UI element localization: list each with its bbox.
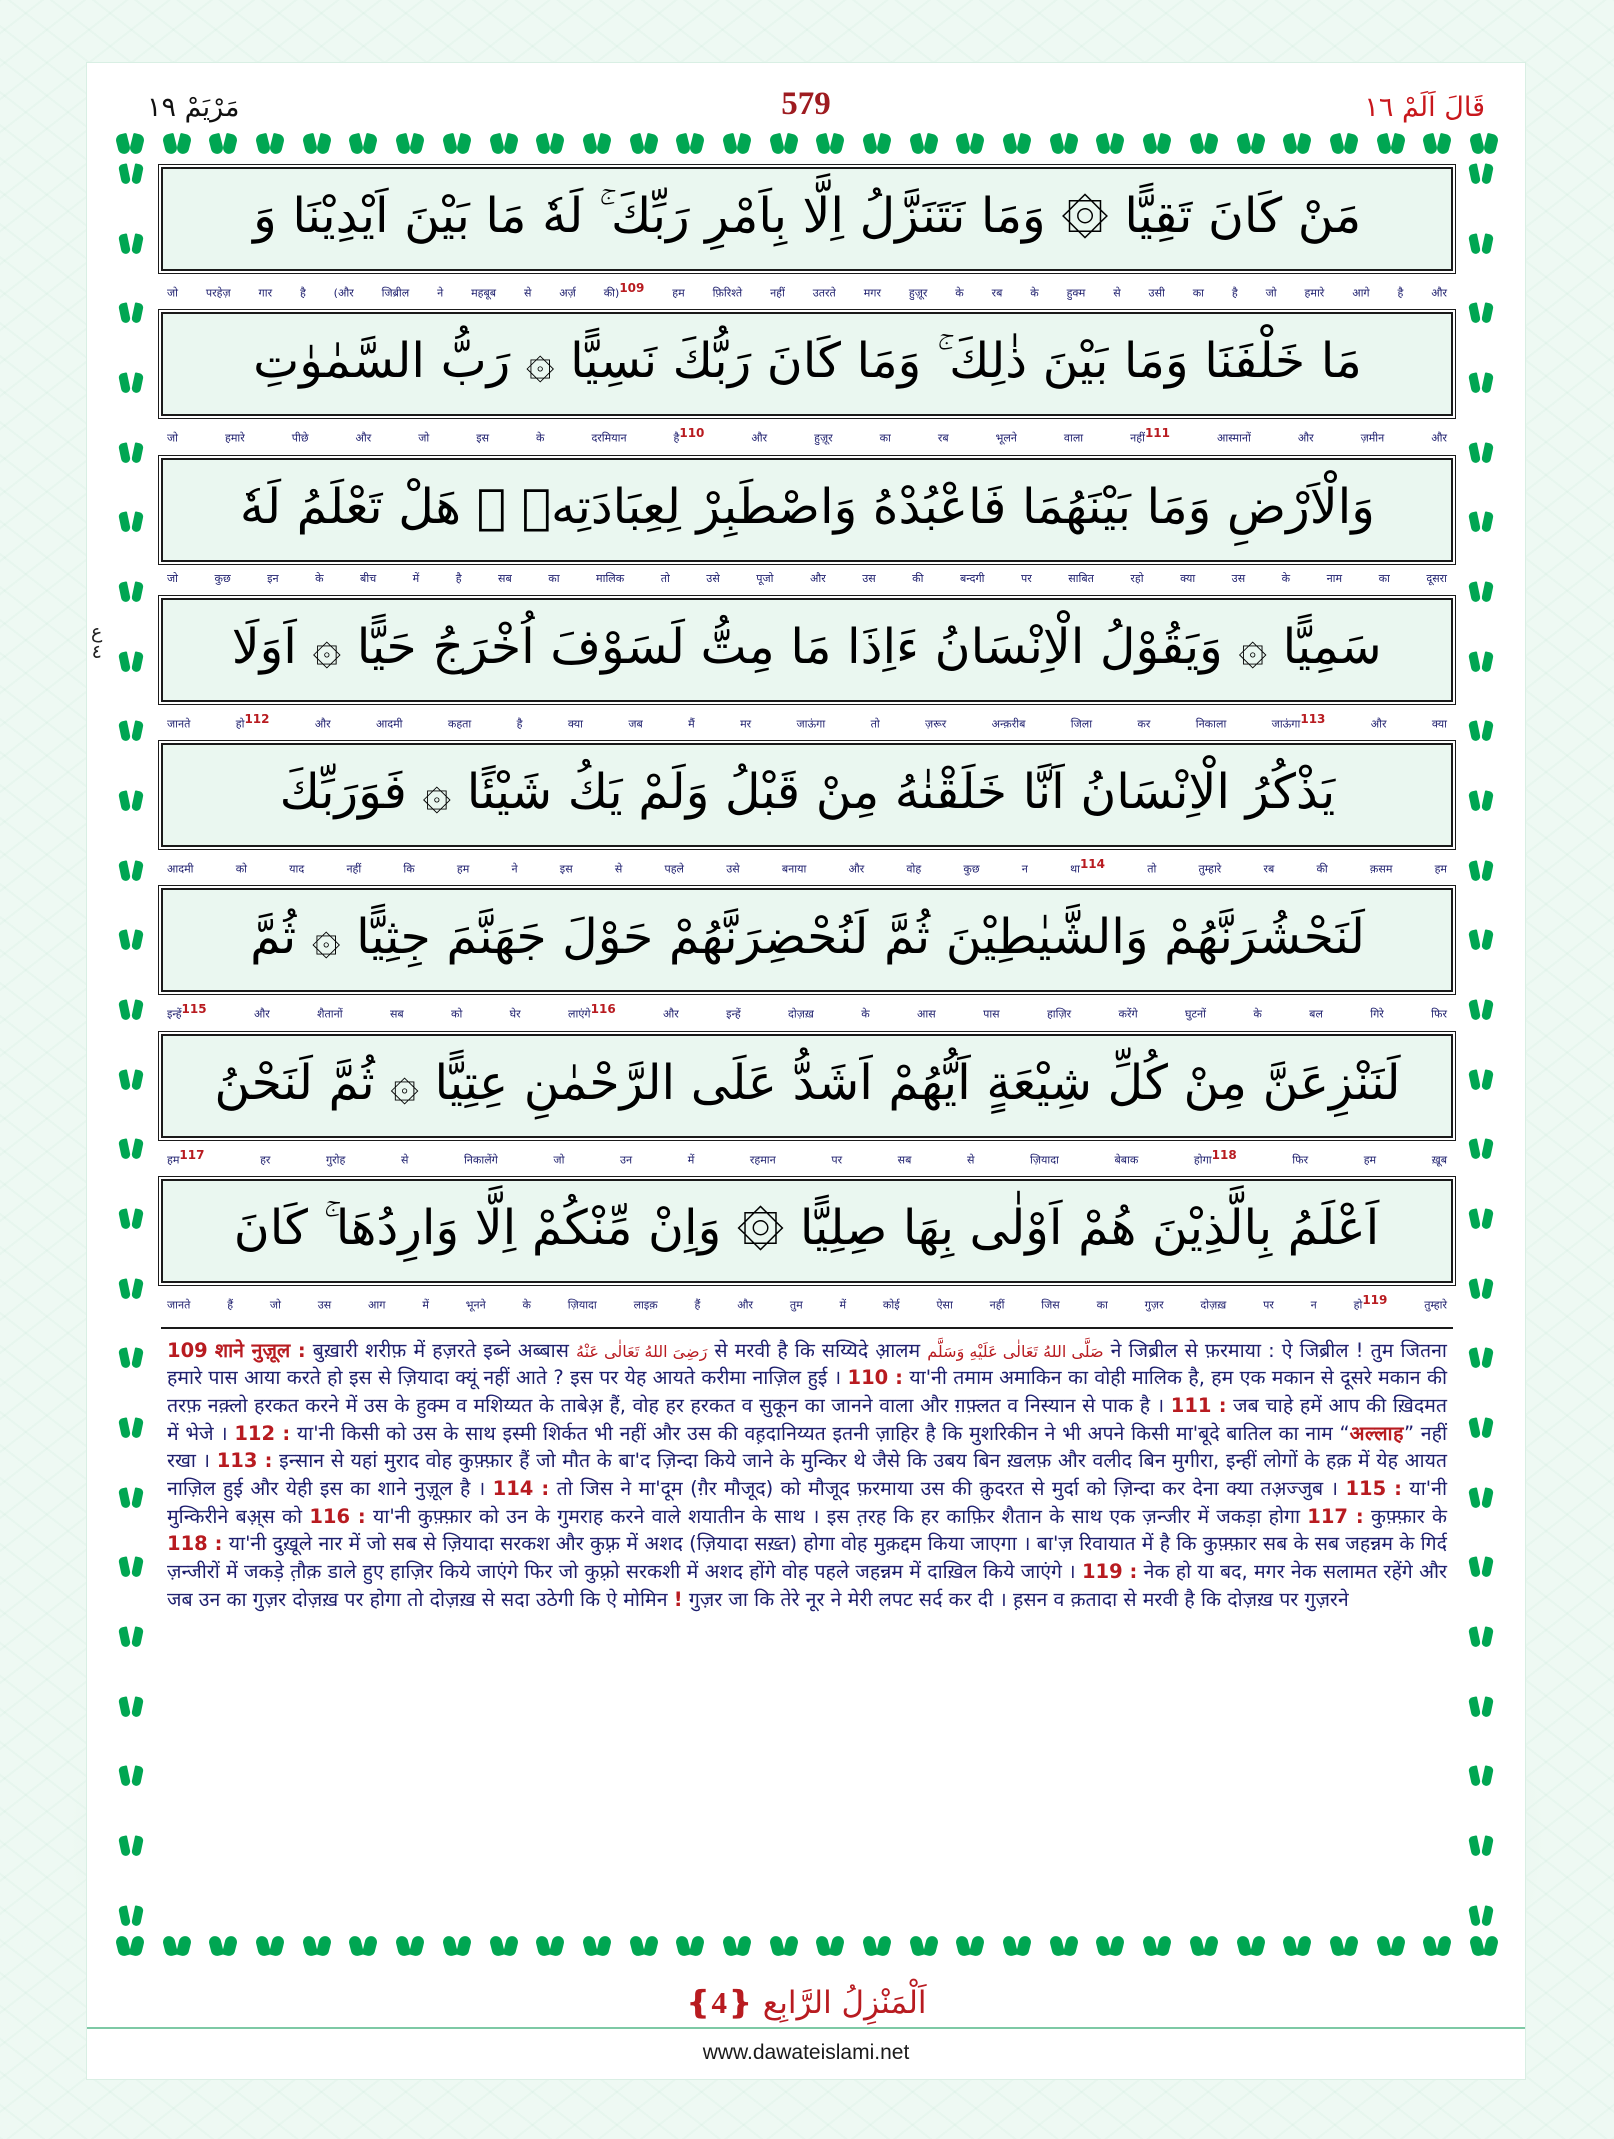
ornament-motif-icon <box>120 1485 142 1511</box>
ornament-motif-icon <box>348 1933 378 1959</box>
ayah-box <box>161 1034 1453 1138</box>
ornament-motif-icon <box>815 131 845 157</box>
ornament-motif-icon <box>120 1694 142 1720</box>
ornament-motif-icon <box>255 1933 285 1959</box>
ornament-motif-icon <box>120 1136 142 1162</box>
ayah-box <box>161 167 1453 271</box>
ornament-motif-icon <box>769 1933 799 1959</box>
ornament-motif-icon <box>120 858 142 884</box>
ornament-motif-icon <box>675 131 705 157</box>
ayah-arabic-text: مَا خَلْفَنَا وَمَا بَيْنَ ذٰلِكَ ۚ وَمَا كَانَ رَبُّكَ نَسِيًّا ۞ رَبُّ السَّمٰوٰتِ <box>252 333 1362 390</box>
ornament-motif-icon <box>162 131 192 157</box>
ornament-motif-icon <box>769 131 799 157</box>
ornament-motif-icon <box>582 1933 612 1959</box>
ayah-translation-line: जो परहेज़ गार है (और जिब्रील ने महबूब से अर्ज़ की)$^{109}$ हम फ़िरिश्ते नहीं उतरते मगर हुज़ूर के रब के हुक्म से उसी का है जो हमारे आगे है और <box>167 281 1447 300</box>
ornament-motif-icon <box>120 231 142 257</box>
ornament-motif-icon <box>120 1415 142 1441</box>
ayah-translation-line: जो कुछ इन के बीच में है सब का मालिक तो उसे पूजो और उस की बन्दगी पर साबित रहो क्या उस के नाम का दूसरा <box>167 571 1447 585</box>
ayah-box <box>161 888 1453 992</box>
ornament-motif-icon <box>442 1933 472 1959</box>
ayah-arabic-text: وَالْاَرْضِ وَمَا بَيْنَهُمَا فَاعْبُدْهُ وَاصْطَبِرْ لِعِبَادَتِهٖ ۗ هَلْ تَعْلَمُ لَهٗ <box>239 478 1375 535</box>
ornament-motif-icon <box>1422 1933 1452 1959</box>
ornament-motif-icon <box>120 1276 142 1302</box>
page-number: 579 <box>781 86 831 122</box>
ornament-motif-icon <box>120 1345 142 1371</box>
ornament-motif-icon <box>162 1933 192 1959</box>
ayah-arabic-text: اَعْلَمُ بِالَّذِيْنَ هُمْ اَوْلٰى بِهَا صِلِيًّا ۞ وَاِنْ مِّنْكُمْ اِلَّا وَارِدُهَا ۚ كَانَ <box>234 1200 1380 1257</box>
ornament-motif-icon <box>862 131 892 157</box>
ornament-motif-icon <box>1470 1485 1492 1511</box>
ruku-glyph: ع <box>91 621 103 643</box>
ornament-motif-icon <box>1470 579 1492 605</box>
ornament-motif-icon <box>395 131 425 157</box>
ornament-motif-icon <box>1376 1933 1406 1959</box>
ornament-motif-icon <box>1329 131 1359 157</box>
ornament-motif-icon <box>120 718 142 744</box>
page-card <box>86 62 1526 2080</box>
ornament-motif-icon <box>255 131 285 157</box>
ayah-arabic-text: سَمِيًّا ۞ وَيَقُوْلُ الْاِنْسَانُ ءَاِذَا مَا مِتُّ لَسَوْفَ اُخْرَجُ حَيًّا ۞ اَوَلَا <box>232 618 1382 675</box>
ornament-motif-icon <box>1142 131 1172 157</box>
ornament-motif-icon <box>302 131 332 157</box>
footnotes-block: 109 शाने नुज़ूल : बुख़ारी शरीफ़ में हज़रते इब्ने अब्बास رَضِیَ اللهُ تَعَالٰی عَنْهُ से मरवी है कि सय्यिदे आ़लम صَلَّی اللهُ تَعَالٰی عَلَیْهِ وَسَلَّم ने जिब्रील से फ़रमाया : ऐ जिब्रील ! तुम जितना हमारे पास आया करते हो इस से ज़ियादा क्यूं नहीं आते ? इस पर येह आयते करीमा नाज़िल हुई । 110 : या'नी तमाम अमाकिन का वोही मालिक है, हम एक मकान से दूसरे मकान की तरफ़ नक़्लो हरकत करने में उस के हुक्म व मशिय्यत के ताबेअ़ हैं, वोह हर हरकत व सुकून का जानने वाला और ग़फ़्लत व निस्यान से पाक है । 111 : जब चाहे हमें आप की ख़िदमत में भेजे । 112 : या'नी किसी को उस के साथ इस्मी शिर्कत भी नहीं और उस की वह़दानिय्यत इतनी ज़ाहिर है कि मुशरिकीन ने भी अपने किसी मा'बूदे बातिल का नाम “अल्लाह” नहीं रखा । 113 : इन्सान से यहां मुराद वोह कुफ़्फ़ार हैं जो मौत के बा'द ज़िन्दा किये जाने के मुन्किर थे जैसे कि उबय बिन ख़लफ़ और वलीद बिन मुगीरा, इन्हीं लोगों के हक़ में येह आयत नाज़िल हुई और येही इस का शाने नुज़ूल है । 114 : तो जिस ने मा'दूम (ग़ैर मौजूद) को मौजूद फ़रमाया उस की क़ुदरत से मुर्दा को ज़िन्दा कर देना क्या तअ़ज्जुब । 115 : या'नी मुन्किरीने बअ़्स को 116 : या'नी कुफ़्फ़ार को उन के गुमराह करने वाले शयातीन के साथ । इस त़रह कि हर काफ़िर शैतान के साथ एक ज़न्जीर में जकड़ा होगा 117 : कुफ़्फ़ार के 118 : या'नी दुख़ूले नार में जो सब से ज़ियादा सरकश और कुफ़्र में अशद (ज़ियादा सख़्त) होगा वोह मुक़द्दम किया जाएगा । बा'ज़ रिवायात में है कि कुफ़्फ़ार सब के सब जहन्नम के गिर्द ज़न्जीरों में जकड़े त़ौक़ डाले हुए हाज़िर किये जाएंगे फिर जो कुफ़्रो सरकशी में अशद होंगे वोह पहले जहन्नम में दाख़िल किये जाएंगे । 119 : नेक हो या बद, मगर नेक सलामत रहेंगे और जब उन का गुज़र दोज़ख़ पर होगा तो दोज़ख़ से सदा उठेगी कि ऐ मोमिन ! गुज़र जा कि तेरे नूर ने मेरी लपट सर्द कर दी । ह़सन व क़तादा से मरवी है कि दोज़ख़ पर गुज़रने <box>161 1327 1453 1614</box>
ayah-translation-line: जो हमारे पीछे और जो इस के दरमियान है$^{110}$ और हुज़ूर का रब भूलने वाला नहीं$^{111}$ आस्मानों और ज़मीन और <box>167 426 1447 446</box>
manzil-text: اَلْمَنْزِلُ الرَّابِع <box>762 1985 927 2021</box>
ornament-motif-icon <box>1049 1933 1079 1959</box>
ornament-motif-icon <box>1470 1624 1492 1650</box>
ayah-translation-line: जानते हैं जो उस आग में भूनने के ज़ियादा लाइक़ हैं और तुम में कोई ऐसा नहीं जिस का गुज़र दोज़ख़ पर न हो$^{119}$ तुम्हारे <box>167 1293 1447 1312</box>
ornament-motif-icon <box>120 300 142 326</box>
verse-list <box>161 167 1453 1325</box>
ornament-motif-icon <box>909 1933 939 1959</box>
ornament-rail-right <box>1465 127 1497 1963</box>
ornament-motif-icon <box>120 370 142 396</box>
ornament-motif-icon <box>1095 1933 1125 1959</box>
manzil-number: ❴4❵ <box>685 1985 753 2020</box>
ruku-marker <box>91 623 102 663</box>
ornament-motif-icon <box>535 1933 565 1959</box>
ornament-motif-icon <box>1470 718 1492 744</box>
ornament-motif-icon <box>1236 131 1266 157</box>
ornament-motif-icon <box>120 649 142 675</box>
ornament-motif-icon <box>302 1933 332 1959</box>
ornament-motif-icon <box>1470 1345 1492 1371</box>
ornament-motif-icon <box>120 997 142 1023</box>
ornament-motif-icon <box>1049 131 1079 157</box>
para-name-label: قَالَ اَلَمْ ١٦ <box>1364 92 1485 123</box>
ornament-motif-icon <box>1470 231 1492 257</box>
ornament-motif-icon <box>629 1933 659 1959</box>
ayah-translation-line: हम$^{117}$ हर गुरोह से निकालेंगे जो उन में रहमान पर सब से ज़ियादा बेबाक होगा$^{118}$ फिर हम ख़ूब <box>167 1147 1447 1167</box>
ornament-motif-icon <box>120 579 142 605</box>
ornament-motif-icon <box>442 131 472 157</box>
ornament-motif-icon <box>120 1763 142 1789</box>
ornament-motif-icon <box>120 1903 142 1929</box>
ornament-motif-icon <box>120 788 142 814</box>
ornament-motif-icon <box>489 131 519 157</box>
ornament-motif-icon <box>489 1933 519 1959</box>
ornament-motif-icon <box>1470 1903 1492 1929</box>
ornament-motif-icon <box>1470 161 1492 187</box>
website-url: www.dawateislami.net <box>702 2041 910 2064</box>
ornament-motif-icon <box>348 131 378 157</box>
ornament-motif-icon <box>1376 131 1406 157</box>
ornament-motif-icon <box>1470 1136 1492 1162</box>
ruku-glyph: ٤ <box>91 640 102 663</box>
ayah-arabic-text: لَنَنْزِعَنَّ مِنْ كُلِّ شِيْعَةٍ اَيُّهُمْ اَشَدُّ عَلَى الرَّحْمٰنِ عِتِيًّا ۞ ثُمَّ لَنَحْنُ <box>213 1054 1401 1111</box>
ornament-motif-icon <box>1236 1933 1266 1959</box>
ayah-translation-line: इन्हें$^{115}$ और शैतानों सब को घेर लाएंगे$^{116}$ और इन्हें दोज़ख़ के आस पास हाज़िर करेंगे घुटनों के बल गिरे फिर <box>167 1002 1447 1022</box>
ornament-motif-icon <box>1142 1933 1172 1959</box>
ornament-motif-icon <box>120 1206 142 1232</box>
ornament-motif-icon <box>582 131 612 157</box>
ornament-motif-icon <box>862 1933 892 1959</box>
ornament-motif-icon <box>1422 131 1452 157</box>
ornament-motif-icon <box>1002 1933 1032 1959</box>
ornament-motif-icon <box>1470 997 1492 1023</box>
ornament-motif-icon <box>1470 927 1492 953</box>
ornament-motif-icon <box>722 131 752 157</box>
ayah-translation-line: आदमी को याद नहीं कि हम ने इस से पहले उसे बनाया और वोह कुछ न था$^{114}$ तो तुम्हारे रब की क़सम हम <box>167 856 1447 876</box>
ayah-box <box>161 458 1453 562</box>
ayah-arabic-text: لَنَحْشُرَنَّهُمْ وَالشَّيٰطِيْنَ ثُمَّ لَنُحْضِرَنَّهُمْ حَوْلَ جَهَنَّمَ جِثِيًّا ۞ ثُمَّ <box>249 909 1365 966</box>
ornament-motif-icon <box>1470 440 1492 466</box>
ornament-band-top <box>115 127 1499 161</box>
ornament-motif-icon <box>208 1933 238 1959</box>
ornament-motif-icon <box>1282 1933 1312 1959</box>
ornament-motif-icon <box>1470 1276 1492 1302</box>
ornament-motif-icon <box>1470 1554 1492 1580</box>
ayah-arabic-text: يَذْكُرُ الْاِنْسَانُ اَنَّا خَلَقْنٰهُ مِنْ قَبْلُ وَلَمْ يَكُ شَيْئًا ۞ فَوَرَبِّكَ <box>279 763 1335 820</box>
ornament-motif-icon <box>955 1933 985 1959</box>
ayah-box <box>161 312 1453 416</box>
ornament-motif-icon <box>815 1933 845 1959</box>
ornament-motif-icon <box>955 131 985 157</box>
ornament-motif-icon <box>208 131 238 157</box>
ornament-motif-icon <box>1470 1833 1492 1859</box>
ornament-motif-icon <box>120 509 142 535</box>
ornament-motif-icon <box>1470 1694 1492 1720</box>
ornament-motif-icon <box>1470 649 1492 675</box>
ornament-rail-left <box>115 127 147 1963</box>
ornament-motif-icon <box>909 131 939 157</box>
ayah-box <box>161 598 1453 702</box>
ornament-motif-icon <box>120 1067 142 1093</box>
footer-divider <box>87 2027 1525 2029</box>
ornament-motif-icon <box>120 1833 142 1859</box>
ornament-motif-icon <box>1470 1415 1492 1441</box>
ayah-translation-line: जानते हो$^{112}$ और आदमी कहता है क्या जब मैं मर जाऊंगा तो ज़रूर अन्क़रीब जिला कर निकाला जाऊंगा$^{113}$ और क्या <box>167 711 1448 731</box>
ornament-motif-icon <box>1470 509 1492 535</box>
ornament-motif-icon <box>120 161 142 187</box>
ayah-box <box>161 1179 1453 1283</box>
ornament-motif-icon <box>120 1554 142 1580</box>
ornament-motif-icon <box>120 440 142 466</box>
manzil-label <box>87 1985 1525 2021</box>
ornament-motif-icon <box>1470 300 1492 326</box>
ornament-motif-icon <box>1002 131 1032 157</box>
ornament-motif-icon <box>629 131 659 157</box>
ornament-motif-icon <box>1329 1933 1359 1959</box>
ornament-motif-icon <box>1189 1933 1219 1959</box>
ornament-motif-icon <box>120 1624 142 1650</box>
ornament-motif-icon <box>120 927 142 953</box>
surah-name-label: مَرْيَمْ ١٩ <box>147 92 240 123</box>
ornament-motif-icon <box>1095 131 1125 157</box>
ornament-motif-icon <box>675 1933 705 1959</box>
ornament-motif-icon <box>1470 1763 1492 1789</box>
ayah-box <box>161 743 1453 847</box>
ornament-motif-icon <box>722 1933 752 1959</box>
ornament-motif-icon <box>1470 858 1492 884</box>
page-header <box>87 63 1525 125</box>
verses-container <box>161 167 1453 1927</box>
ayah-arabic-text: مَنْ كَانَ تَقِيًّا ۞ وَمَا نَتَنَزَّلُ اِلَّا بِاَمْرِ رَبِّكَ ۚ لَهٗ مَا بَيْنَ اَيْدِيْنَا وَ <box>252 188 1362 244</box>
ornament-motif-icon <box>1470 370 1492 396</box>
ornament-motif-icon <box>395 1933 425 1959</box>
ornament-motif-icon <box>1470 1206 1492 1232</box>
ornament-motif-icon <box>1282 131 1312 157</box>
ornament-band-bottom <box>115 1929 1499 1963</box>
ornament-motif-icon <box>1470 1067 1492 1093</box>
ornament-motif-icon <box>1189 131 1219 157</box>
ornament-motif-icon <box>1470 788 1492 814</box>
ornament-motif-icon <box>535 131 565 157</box>
